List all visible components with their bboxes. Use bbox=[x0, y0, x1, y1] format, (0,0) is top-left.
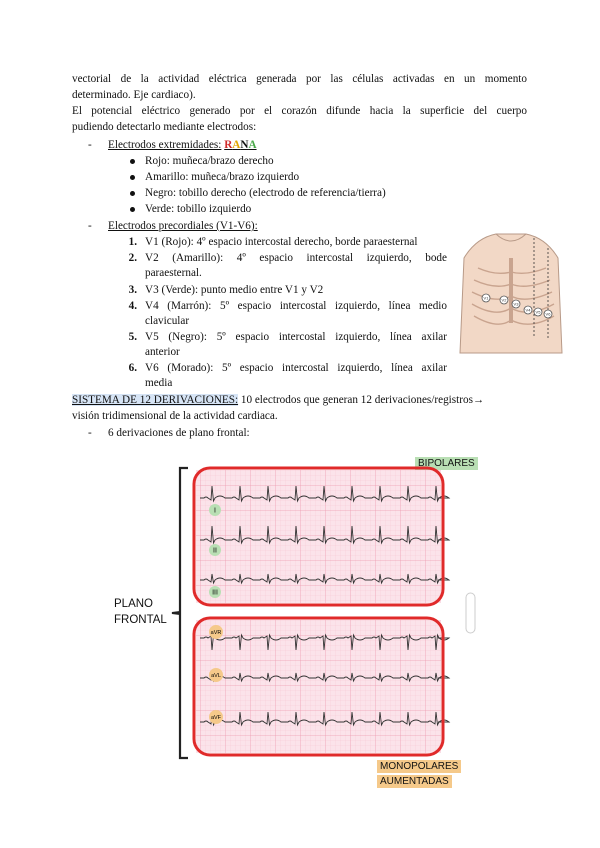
extremities-heading-text: Electrodos extremidades: bbox=[108, 139, 222, 151]
bipolares-tag: BIPOLARES bbox=[415, 457, 478, 470]
precordial-item-v4: V4 (Marrón): 5º espacio intercostal izquierdo, línea medio bbox=[145, 300, 447, 312]
precordial-item-v3: V3 (Verde): punto medio entre V1 y V2 bbox=[145, 284, 324, 296]
precordial-item-v2: V2 (Amarillo): 4º espacio intercostal izquierdo, bode bbox=[145, 252, 447, 264]
precordial-item-v5-cont: anterior bbox=[145, 346, 180, 358]
plano-label: PLANO bbox=[114, 598, 153, 610]
system-sub: 6 derivaciones de plano frontal: bbox=[108, 427, 250, 439]
list-item: Rojo: muñeca/brazo derecho bbox=[145, 155, 274, 167]
precordial-item-v5: V5 (Negro): 5º espacio intercostal izquierdo, línea axilar bbox=[145, 331, 447, 343]
system-line-1-text: 10 electrodos que generan 12 derivaciones/registros→ bbox=[238, 394, 485, 406]
figure-label-v5: V5 bbox=[535, 309, 541, 315]
lead-tag-aVL: aVL bbox=[211, 673, 221, 679]
list-item: Negro: tobillo derecho (electrodo de referencia/tierra) bbox=[145, 187, 386, 199]
bullet-icon bbox=[130, 175, 135, 180]
frontal-label: FRONTAL bbox=[114, 614, 167, 626]
list-dash: - bbox=[88, 427, 92, 439]
intro-line-3: El potencial eléctrico generado por el corazón difunde hacia la superficie del cuerpo bbox=[72, 105, 527, 117]
figure-label-v4: V4 bbox=[525, 307, 531, 313]
system-heading: SISTEMA DE 12 DERIVACIONES: bbox=[72, 394, 239, 406]
list-number: 3. bbox=[128, 284, 137, 296]
precordial-item-v1: V1 (Rojo): 4º espacio intercostal derecho, borde paraesternal bbox=[145, 236, 418, 248]
intro-line-2: determinado. Eje cardiaco). bbox=[72, 89, 196, 101]
extremities-heading bbox=[108, 138, 257, 153]
system-line-2: visión tridimensional de la actividad cardiaca. bbox=[72, 410, 278, 422]
lead-tag-III: III bbox=[212, 589, 218, 597]
bullet-icon bbox=[130, 159, 135, 164]
list-dash: - bbox=[88, 220, 92, 232]
monopolares-tag-line2: AUMENTADAS bbox=[377, 775, 452, 788]
precordial-item-v2-cont: paraesternal. bbox=[145, 267, 202, 279]
list-number: 5. bbox=[128, 331, 137, 343]
list-item: Verde: tobillo izquierdo bbox=[145, 203, 252, 215]
mnemonic-r: R bbox=[224, 139, 233, 151]
figure-label-v2: V2 bbox=[501, 297, 507, 303]
system-line-1 bbox=[72, 393, 484, 408]
bullet-icon bbox=[130, 207, 135, 212]
bullet-icon bbox=[130, 191, 135, 196]
precordial-heading: Electrodos precordiales (V1-V6): bbox=[108, 220, 258, 232]
figure-label-v6: V6 bbox=[545, 311, 551, 317]
precordial-item-v6-cont: media bbox=[145, 377, 173, 389]
figure-label-v1: V1 bbox=[483, 295, 489, 301]
list-number: 1. bbox=[128, 236, 137, 248]
intro-line-4: pudiendo detectarlo mediante electrodos: bbox=[72, 121, 257, 133]
plano-frontal-label bbox=[114, 596, 167, 628]
lead-tag-I: I bbox=[214, 507, 216, 515]
lead-tag-aVR: aVR bbox=[210, 630, 222, 636]
monopolares-tag-line1: MONOPOLARES bbox=[377, 760, 461, 773]
list-item: Amarillo: muñeca/brazo izquierdo bbox=[145, 171, 300, 183]
list-number: 4. bbox=[128, 300, 137, 312]
mnemonic-n: N bbox=[240, 139, 249, 151]
mnemonic-a: A bbox=[232, 139, 241, 151]
mnemonic-a2: A bbox=[248, 139, 257, 151]
list-number: 6. bbox=[128, 362, 137, 374]
list-number: 2. bbox=[128, 252, 137, 264]
figure-label-v3: V3 bbox=[513, 301, 519, 307]
chest-electrodes-figure bbox=[456, 228, 566, 358]
list-dash: - bbox=[88, 139, 92, 151]
intro-line-1: vectorial de la actividad eléctrica generada por las células activadas en un momento bbox=[72, 73, 527, 85]
lead-tag-aVF: aVF bbox=[210, 715, 222, 721]
precordial-item-v4-cont: clavicular bbox=[145, 315, 190, 327]
rana-mnemonic bbox=[224, 139, 256, 151]
precordial-item-v6: V6 (Morado): 5º espacio intercostal izquierdo, línea axilar bbox=[145, 362, 447, 374]
lead-tag-II: II bbox=[213, 547, 217, 555]
